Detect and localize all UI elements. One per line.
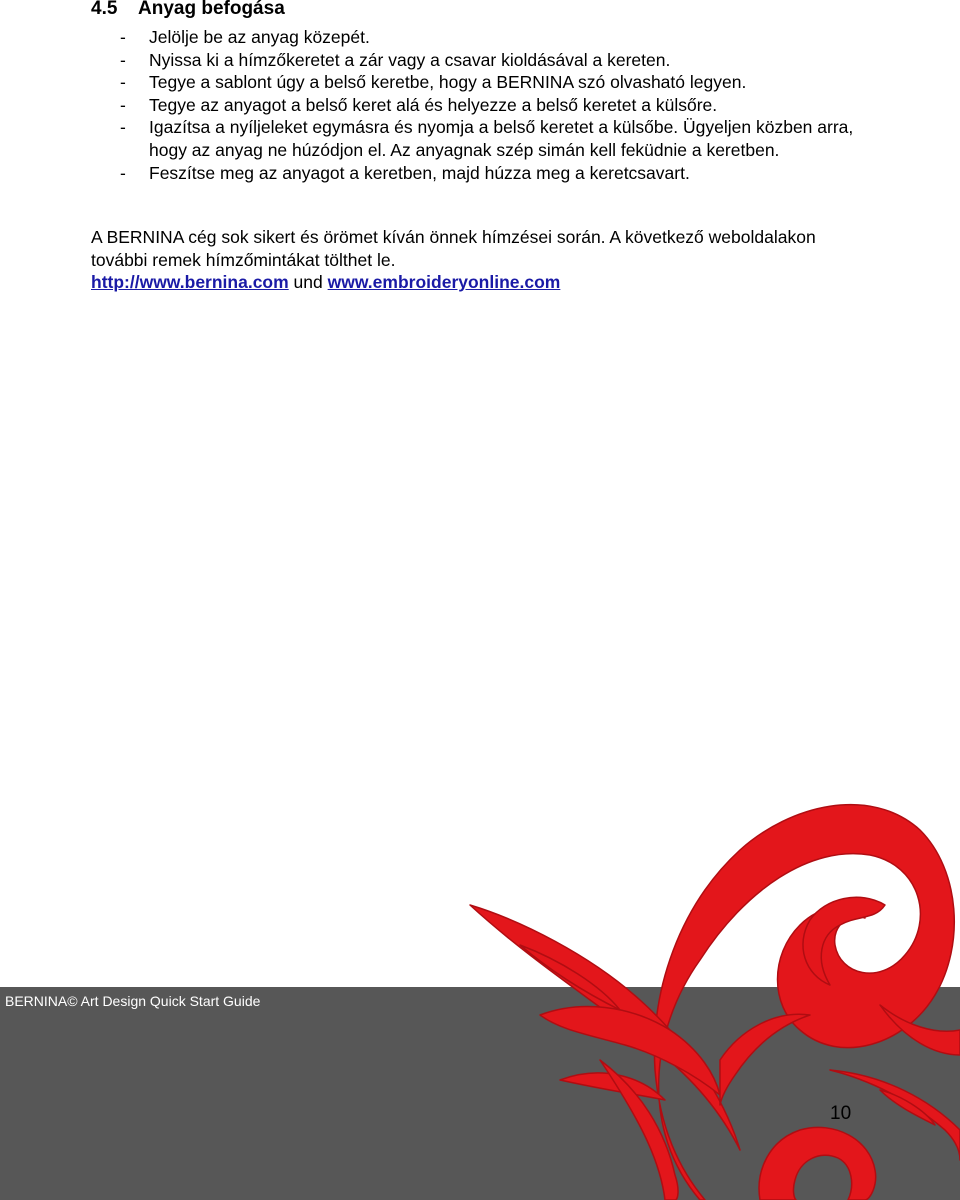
footer-title: BERNINA© Art Design Quick Start Guide (5, 993, 261, 1009)
bernina-link[interactable]: http://www.bernina.com (91, 272, 289, 292)
section-number: 4.5 (91, 0, 118, 19)
list-item-text: Feszítse meg az anyagot a keretben, majd húzza meg a keretcsavart. (149, 162, 690, 183)
link-connector: und (288, 272, 328, 292)
list-item-text: Igazítsa a nyíljeleket egymásra és nyomja a belső keretet a külsőbe. Ügyeljen közben arra, hogy az anyag ne húzódjon el. Az anyagnak szép simán kell feküdnie a keretben. (149, 117, 854, 160)
closing-paragraph: A BERNINA cég sok sikert és örömet kíván önnek hímzései során. A következő weboldalakon további remek hímzőmintákat tölthet le. (91, 227, 816, 270)
list-marker: - (120, 94, 126, 115)
list-item-text: Jelölje be az anyag közepét. (149, 27, 370, 47)
list-marker: - (120, 27, 126, 47)
list-marker: - (120, 162, 126, 183)
list-item-text: Tegye az anyagot a belső keret alá és helyezze a belső keretet a külsőre. (149, 94, 718, 115)
list-item-text: Tegye a sablont úgy a belső keretbe, hogy a BERNINA szó olvasható legyen. (149, 72, 747, 93)
list-marker: - (120, 49, 126, 70)
page-number: 10 (830, 1103, 852, 1124)
list-marker: - (120, 117, 126, 138)
list-item-text: Nyissa ki a hímzőkeretet a zár vagy a csavar kioldásával a kereten. (149, 49, 671, 70)
list-marker: - (120, 72, 126, 93)
embroideryonline-link[interactable]: www.embroideryonline.com (327, 272, 561, 292)
section-title: Anyag befogása (138, 0, 285, 19)
